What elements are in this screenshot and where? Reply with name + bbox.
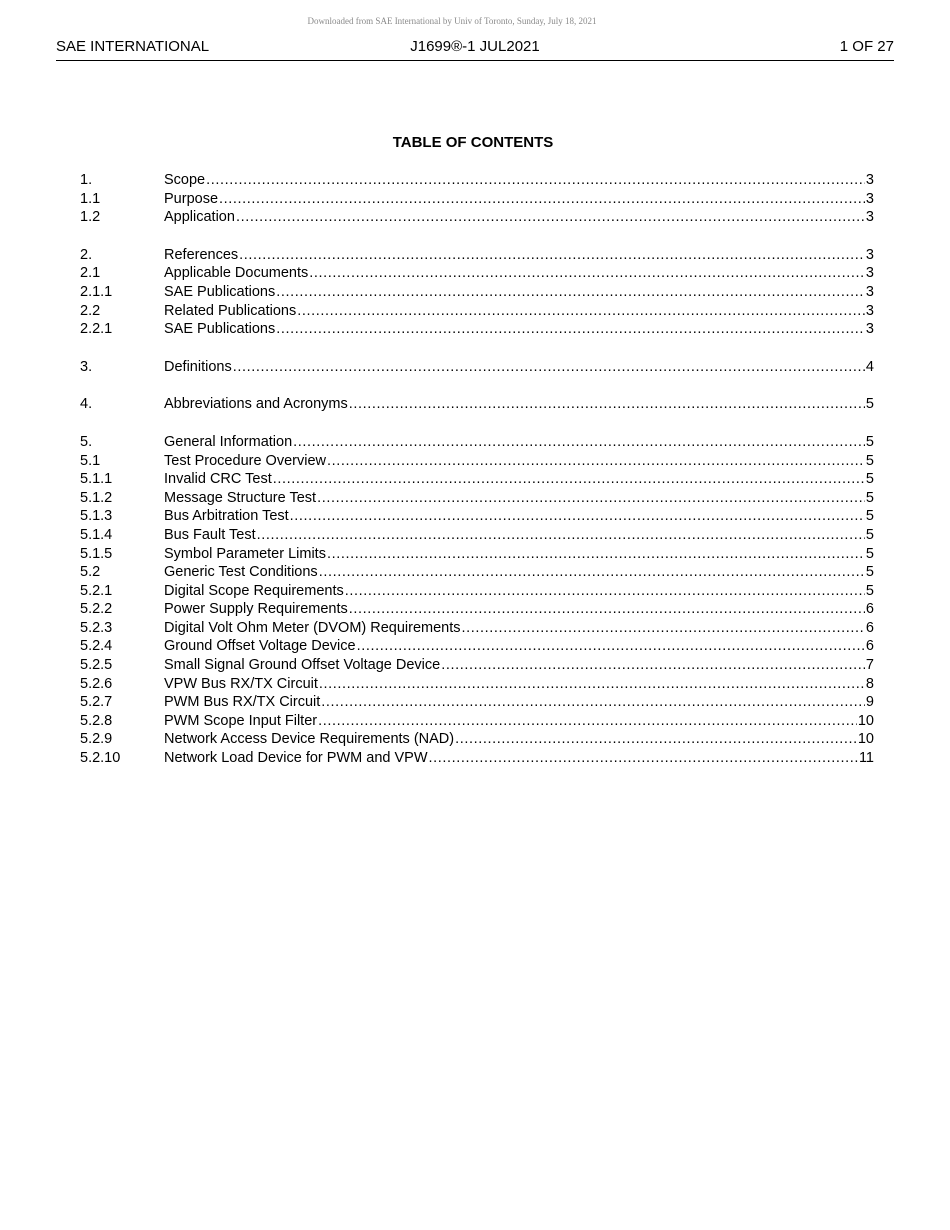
toc-section-number: 5.1 (80, 452, 101, 469)
header-document-id: J1699®-1 JUL2021 (410, 38, 540, 55)
toc-dot-leader (349, 395, 865, 414)
toc-page-number: 5 (865, 489, 874, 506)
toc-section-title: Related Publications (164, 302, 297, 319)
toc-entry[interactable] (80, 563, 874, 582)
toc-entry[interactable] (80, 246, 874, 265)
toc-page-number: 3 (865, 302, 874, 319)
toc-section-number: 5.2.1 (80, 582, 113, 599)
toc-section-title: General Information (164, 433, 293, 450)
toc-section-number: 5.2 (80, 564, 101, 581)
toc-section-title: Message Structure Test (164, 489, 317, 506)
toc-section-title: References (164, 246, 239, 263)
toc-section-number: 2.1 (80, 265, 101, 282)
toc-entry[interactable] (80, 637, 874, 656)
toc-section-number: 3. (80, 358, 93, 375)
toc-dot-leader (257, 526, 865, 545)
toc-dot-leader (345, 582, 865, 601)
toc-dot-leader (319, 675, 865, 694)
toc-section-title: Applicable Documents (164, 265, 309, 282)
toc-section-number: 5.1.5 (80, 545, 113, 562)
toc-page-number: 6 (865, 619, 874, 636)
toc-dot-leader (309, 264, 865, 283)
toc-section-number: 5.2.7 (80, 694, 113, 711)
toc-page-number: 3 (865, 283, 874, 300)
toc-entry[interactable] (80, 675, 874, 694)
toc-page-number: 4 (865, 358, 874, 375)
toc-dot-leader (357, 637, 865, 656)
toc-entry[interactable] (80, 619, 874, 638)
toc-section-number: 5.2.4 (80, 638, 113, 655)
toc-entry[interactable] (80, 730, 874, 749)
toc-title: TABLE OF CONTENTS (392, 134, 554, 151)
toc-dot-leader (455, 730, 857, 749)
toc-section-title: Power Supply Requirements (164, 601, 348, 618)
toc-dot-leader (321, 693, 865, 712)
download-watermark: Downloaded from SAE International by Univ of Toronto, Sunday, July 18, 2021 (307, 16, 597, 26)
toc-page-number: 3 (865, 246, 874, 263)
toc-dot-leader (462, 619, 865, 638)
toc-entry[interactable] (80, 489, 874, 508)
toc-section-title: Small Signal Ground Offset Voltage Device (164, 657, 441, 674)
toc-dot-leader (276, 320, 865, 339)
toc-entry[interactable] (80, 302, 874, 321)
toc-entry[interactable] (80, 749, 874, 768)
toc-page-number: 5 (865, 452, 874, 469)
toc-page-number: 8 (865, 675, 874, 692)
toc-page-number: 3 (865, 265, 874, 282)
toc-section-title: SAE Publications (164, 321, 276, 338)
toc-section-title: Invalid CRC Test (164, 471, 272, 488)
toc-section-title: Network Load Device for PWM and VPW (164, 750, 428, 767)
toc-page-number: 3 (865, 172, 874, 188)
toc-page-number: 9 (865, 694, 874, 711)
toc-section-number: 2. (80, 246, 93, 263)
toc-section-title: Ground Offset Voltage Device (164, 638, 356, 655)
toc-page-number: 5 (865, 526, 874, 543)
toc-entry[interactable] (80, 190, 874, 209)
toc-section-title: Test Procedure Overview (164, 452, 326, 469)
toc-section-number: 5.2.6 (80, 675, 113, 692)
toc-page-number: 10 (857, 712, 874, 729)
toc-entry[interactable] (80, 320, 874, 339)
toc-dot-leader (327, 452, 865, 471)
toc-page-number: 11 (858, 750, 874, 767)
toc-section-number: 5.1.2 (80, 489, 113, 506)
toc-entry[interactable] (80, 171, 874, 190)
toc-section-title: SAE Publications (164, 283, 276, 300)
toc-section-number: 1.2 (80, 209, 101, 226)
toc-section-title: PWM Scope Input Filter (164, 712, 318, 729)
toc-section-number: 2.2 (80, 302, 101, 319)
toc-dot-leader (276, 283, 865, 302)
toc-dot-leader (293, 433, 865, 452)
toc-page-number: 6 (865, 601, 874, 618)
toc-section-number: 5.2.10 (80, 750, 121, 767)
toc-page-number: 5 (865, 582, 874, 599)
toc-dot-leader (206, 171, 865, 190)
toc-dot-leader (297, 302, 865, 321)
toc-entry[interactable] (80, 358, 874, 377)
toc-section-number: 5.2.9 (80, 731, 113, 748)
toc-dot-leader (319, 563, 865, 582)
toc-entry[interactable] (80, 526, 874, 545)
toc-section-number: 2.2.1 (80, 321, 113, 338)
toc-dot-leader (318, 712, 857, 731)
table-of-contents (80, 171, 874, 768)
toc-dot-leader (236, 208, 865, 227)
toc-section-number: 5.2.2 (80, 601, 113, 618)
toc-entry[interactable] (80, 395, 874, 414)
toc-dot-leader (441, 656, 865, 675)
toc-page-number: 5 (865, 564, 874, 581)
toc-section-title: Application (164, 209, 235, 226)
toc-page-number: 3 (865, 209, 874, 226)
toc-entry[interactable] (80, 582, 874, 601)
toc-entry[interactable] (80, 712, 874, 731)
toc-page-number: 3 (865, 321, 874, 338)
toc-entry[interactable] (80, 264, 874, 283)
toc-page-number: 5 (865, 545, 874, 562)
toc-dot-leader (273, 470, 865, 489)
toc-section-title: Bus Arbitration Test (164, 508, 289, 525)
toc-section-number: 5.2.5 (80, 657, 113, 674)
toc-dot-leader (219, 190, 865, 209)
toc-entry[interactable] (80, 507, 874, 526)
toc-entry[interactable] (80, 600, 874, 619)
header-page-number: 1 OF 27 (839, 38, 894, 55)
toc-section-number: 5.2.3 (80, 619, 113, 636)
toc-entry[interactable] (80, 452, 874, 471)
toc-section-number: 5.2.8 (80, 712, 113, 729)
toc-section-title: Definitions (164, 358, 232, 375)
toc-entry[interactable] (80, 656, 874, 675)
toc-section-number: 4. (80, 396, 93, 413)
toc-dot-leader (290, 507, 865, 526)
toc-section-number: 5.1.1 (80, 471, 113, 488)
toc-section-number: 5. (80, 433, 93, 450)
toc-section-title: VPW Bus RX/TX Circuit (164, 675, 318, 692)
toc-section-number: 5.1.4 (80, 526, 113, 543)
page-header (56, 38, 894, 61)
toc-section-title: Bus Fault Test (164, 526, 256, 543)
toc-page-number: 10 (857, 731, 874, 748)
toc-dot-leader (327, 545, 865, 564)
toc-entry[interactable] (80, 283, 874, 302)
toc-dot-leader (233, 358, 865, 377)
toc-dot-leader (429, 749, 858, 768)
toc-page-number: 5 (865, 471, 874, 488)
toc-dot-leader (317, 489, 865, 508)
toc-entry[interactable] (80, 545, 874, 564)
toc-section-number: 1.1 (80, 190, 101, 207)
toc-page-number: 7 (865, 657, 874, 674)
toc-dot-leader (349, 600, 865, 619)
toc-section-number: 5.1.3 (80, 508, 113, 525)
toc-section-number: 2.1.1 (80, 283, 113, 300)
toc-section-title: Purpose (164, 190, 219, 207)
toc-section-title: Digital Scope Requirements (164, 582, 344, 599)
toc-section-title: Generic Test Conditions (164, 564, 318, 581)
toc-section-title: Symbol Parameter Limits (164, 545, 326, 562)
toc-entry[interactable] (80, 693, 874, 712)
toc-section-title: Network Access Device Requirements (NAD) (164, 731, 455, 748)
header-organization: SAE INTERNATIONAL (56, 38, 210, 55)
toc-entry[interactable] (80, 433, 874, 452)
toc-section-title: PWM Bus RX/TX Circuit (164, 694, 321, 711)
toc-page-number: 5 (865, 396, 874, 413)
toc-page-number: 5 (865, 508, 874, 525)
toc-section-number: 1. (80, 172, 93, 188)
toc-section-title: Digital Volt Ohm Meter (DVOM) Requirements (164, 619, 461, 636)
toc-entry[interactable] (80, 208, 874, 227)
toc-entry[interactable] (80, 470, 874, 489)
toc-section-title: Scope (164, 172, 206, 188)
toc-page-number: 5 (865, 433, 874, 450)
toc-page-number: 3 (865, 190, 874, 207)
toc-page-number: 6 (865, 638, 874, 655)
toc-section-title: Abbreviations and Acronyms (164, 396, 348, 413)
toc-dot-leader (239, 246, 865, 265)
